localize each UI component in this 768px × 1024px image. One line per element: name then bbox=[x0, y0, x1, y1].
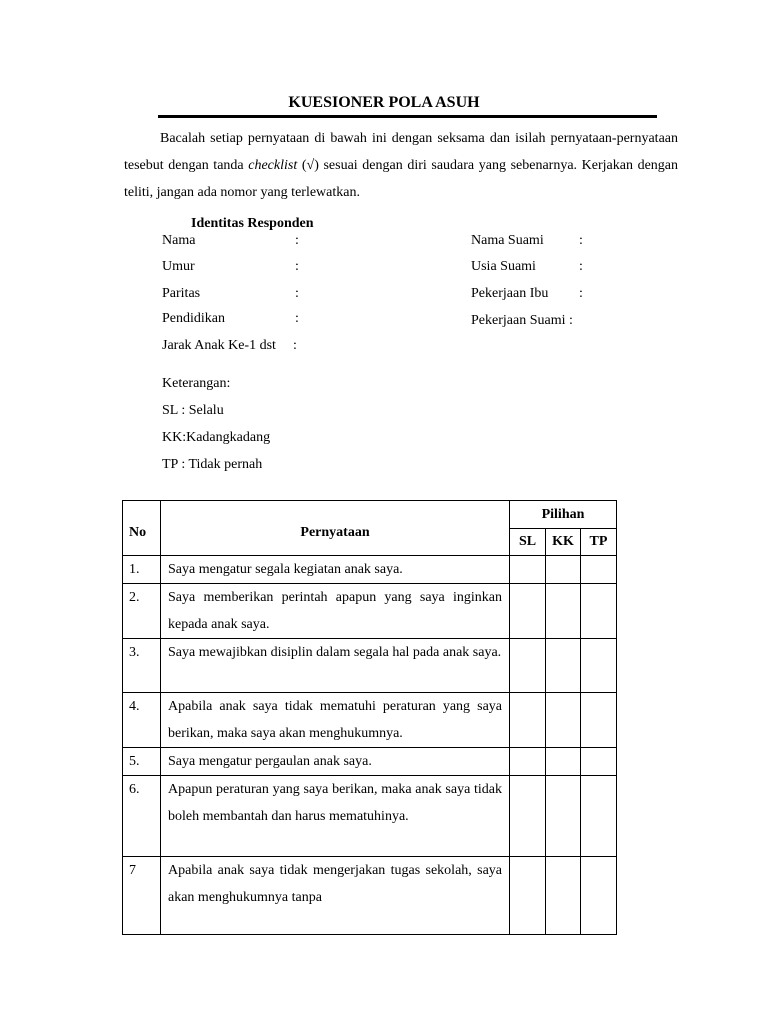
intro-text-before: Bacalah setiap pernyataan di bawah ini dengan seksama dan isilah pernyataan-pernyataan tesebut dengan tanda bbox=[124, 131, 678, 173]
field-nama-suami: Nama Suami bbox=[471, 233, 544, 248]
header-option-sl: SL bbox=[510, 529, 546, 556]
choice-cell-kk[interactable] bbox=[546, 748, 581, 776]
title-underline bbox=[158, 115, 657, 118]
row-number: 1. bbox=[123, 556, 161, 584]
colon: : bbox=[295, 259, 299, 274]
colon: : bbox=[579, 286, 583, 301]
row-number: 5. bbox=[123, 748, 161, 776]
colon: : bbox=[295, 286, 299, 301]
choice-cell-tp[interactable] bbox=[581, 556, 617, 584]
choice-cell-kk[interactable] bbox=[546, 857, 581, 935]
choice-cell-sl[interactable] bbox=[510, 639, 546, 693]
field-jarak-anak: Jarak Anak Ke-1 dst bbox=[162, 338, 276, 353]
row-statement: Saya memberikan perintah apapun yang saya inginkan kepada anak saya. bbox=[161, 584, 510, 639]
row-statement: Apabila anak saya tidak mematuhi peraturan yang saya berikan, maka saya akan menghukumnya. bbox=[161, 693, 510, 748]
table-row bbox=[123, 693, 617, 748]
keterangan-label: Keterangan: bbox=[162, 376, 231, 391]
colon: : bbox=[295, 233, 299, 248]
field-pekerjaan-ibu: Pekerjaan Ibu bbox=[471, 286, 549, 301]
choice-cell-tp[interactable] bbox=[581, 748, 617, 776]
field-pendidikan: Pendidikan bbox=[162, 311, 225, 326]
field-usia-suami: Usia Suami bbox=[471, 259, 536, 274]
row-number: 6. bbox=[123, 776, 161, 857]
keterangan-sl: SL : Selalu bbox=[162, 403, 224, 418]
table-row bbox=[123, 556, 617, 584]
row-number: 7 bbox=[123, 857, 161, 935]
colon: : bbox=[295, 311, 299, 326]
choice-cell-tp[interactable] bbox=[581, 584, 617, 639]
row-statement: Saya mengatur segala kegiatan anak saya. bbox=[161, 556, 510, 584]
choice-cell-sl[interactable] bbox=[510, 857, 546, 935]
table-row bbox=[123, 857, 617, 935]
choice-cell-sl[interactable] bbox=[510, 693, 546, 748]
row-statement: Saya mengatur pergaulan anak saya. bbox=[161, 748, 510, 776]
row-number: 3. bbox=[123, 639, 161, 693]
table-row bbox=[123, 584, 617, 639]
field-umur: Umur bbox=[162, 259, 195, 274]
colon: : bbox=[579, 259, 583, 274]
header-pilihan: Pilihan bbox=[510, 501, 617, 529]
choice-cell-kk[interactable] bbox=[546, 776, 581, 857]
header-option-tp: TP bbox=[581, 529, 617, 556]
intro-text-after: (√) sesuai dengan diri saudara yang sebenarnya. Kerjakan dengan teliti, jangan ada nomor yang terlewatkan. bbox=[124, 158, 678, 200]
header-option-kk: KK bbox=[546, 529, 581, 556]
colon: : bbox=[579, 233, 583, 248]
keterangan-tp: TP : Tidak pernah bbox=[162, 457, 263, 472]
identitas-heading: Identitas Responden bbox=[191, 216, 314, 231]
row-number: 2. bbox=[123, 584, 161, 639]
choice-cell-tp[interactable] bbox=[581, 639, 617, 693]
choice-cell-kk[interactable] bbox=[546, 556, 581, 584]
keterangan-kk: KK:Kadangkadang bbox=[162, 430, 271, 445]
field-pekerjaan-suami: Pekerjaan Suami : bbox=[471, 313, 573, 328]
choice-cell-tp[interactable] bbox=[581, 693, 617, 748]
table-row bbox=[123, 748, 617, 776]
header-no: No bbox=[123, 501, 161, 556]
intro-paragraph bbox=[124, 125, 678, 206]
table-row bbox=[123, 776, 617, 857]
choice-cell-kk[interactable] bbox=[546, 584, 581, 639]
row-number: 4. bbox=[123, 693, 161, 748]
choice-cell-sl[interactable] bbox=[510, 748, 546, 776]
row-statement: Apapun peraturan yang saya berikan, maka anak saya tidak boleh membantah dan harus mematuhinya. bbox=[161, 776, 510, 857]
questionnaire-table bbox=[122, 500, 617, 935]
field-paritas: Paritas bbox=[162, 286, 201, 301]
choice-cell-tp[interactable] bbox=[581, 857, 617, 935]
table-row bbox=[123, 639, 617, 693]
choice-cell-tp[interactable] bbox=[581, 776, 617, 857]
row-statement: Apabila anak saya tidak mengerjakan tugas sekolah, saya akan menghukumnya tanpa bbox=[161, 857, 510, 935]
choice-cell-sl[interactable] bbox=[510, 584, 546, 639]
intro-italic-word: checklist bbox=[248, 158, 298, 173]
choice-cell-kk[interactable] bbox=[546, 639, 581, 693]
choice-cell-sl[interactable] bbox=[510, 556, 546, 584]
row-statement: Saya mewajibkan disiplin dalam segala hal pada anak saya. bbox=[161, 639, 510, 693]
page-title: KUESIONER POLA ASUH bbox=[288, 94, 480, 111]
header-pernyataan: Pernyataan bbox=[161, 501, 510, 556]
colon: : bbox=[293, 338, 297, 353]
choice-cell-sl[interactable] bbox=[510, 776, 546, 857]
field-nama: Nama bbox=[162, 233, 196, 248]
choice-cell-kk[interactable] bbox=[546, 693, 581, 748]
